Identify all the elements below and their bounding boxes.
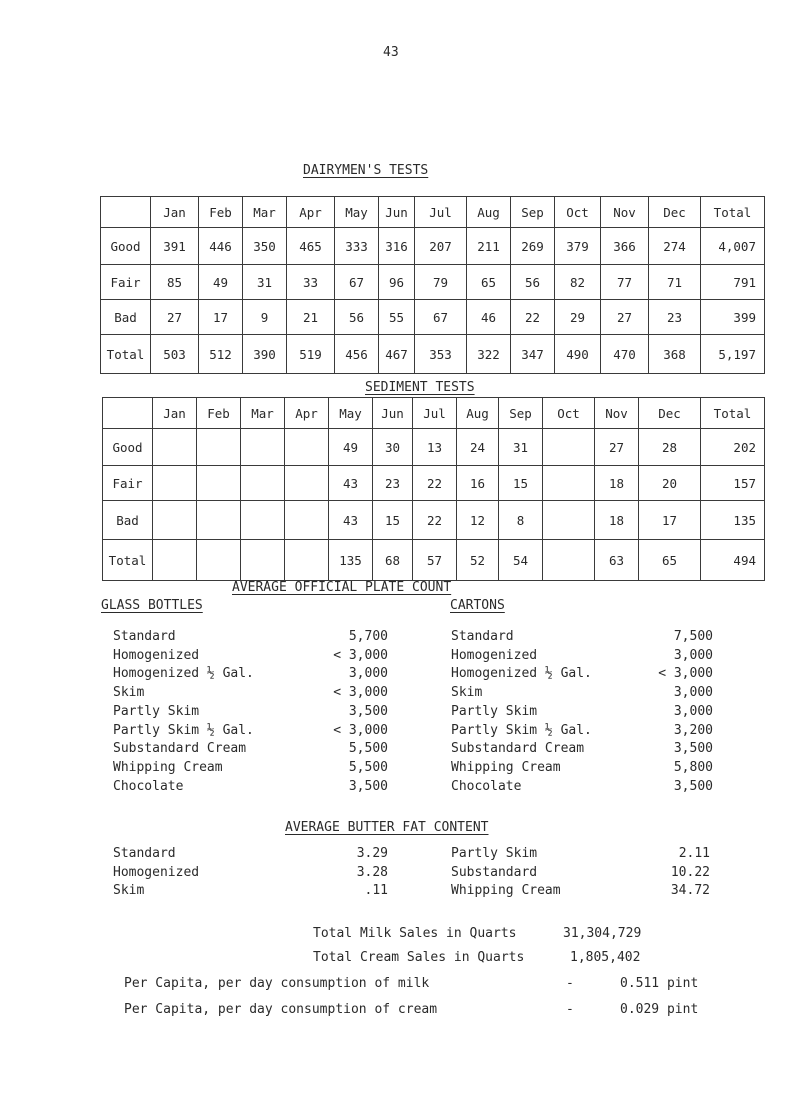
column-header: Sep <box>499 398 543 429</box>
table-cell: 43 <box>329 466 373 501</box>
row-label: Bad <box>103 501 153 540</box>
row-label: Fair <box>101 265 151 300</box>
list-item-label: Skim <box>113 685 145 701</box>
column-header: Aug <box>457 398 499 429</box>
table-cell: 27 <box>595 429 639 466</box>
column-header <box>103 398 153 429</box>
milk-sales-value: 31,304,729 <box>563 926 642 941</box>
table-row <box>101 265 765 300</box>
table-cell <box>543 501 595 540</box>
list-item-label: Homogenized <box>113 647 200 663</box>
list-item-label: Partly Skim <box>451 703 538 719</box>
list-item-value: 3,000 <box>673 703 713 719</box>
table-cell: 15 <box>499 466 543 501</box>
list-item-value: 3.29 <box>356 846 388 861</box>
list-item-label: Whipping Cream <box>451 883 561 899</box>
table-cell <box>285 429 329 466</box>
column-header: Mar <box>243 197 287 228</box>
table-cell: 33 <box>287 265 335 300</box>
table-cell <box>543 466 595 501</box>
table-cell: 63 <box>595 540 639 581</box>
table-cell <box>197 429 241 466</box>
list-item-value: 3,500 <box>348 778 388 794</box>
table-cell: 17 <box>639 501 701 540</box>
list-item-label: Homogenized ½ Gal. <box>451 666 592 682</box>
table-cell: 22 <box>413 501 457 540</box>
table-cell: 16 <box>457 466 499 501</box>
list-item-value: 7,500 <box>673 629 713 644</box>
page-number: 43 <box>383 45 399 60</box>
table-cell: 22 <box>413 466 457 501</box>
list-item-label: Partly Skim ½ Gal. <box>451 722 592 738</box>
table-row <box>101 228 765 265</box>
list-item-label: Homogenized <box>113 864 200 880</box>
table-cell: 77 <box>601 265 649 300</box>
row-label: Bad <box>101 300 151 335</box>
table-cell: 49 <box>199 265 243 300</box>
table-cell: 68 <box>373 540 413 581</box>
table-cell <box>241 501 285 540</box>
list-item-label: Partly Skim ½ Gal. <box>113 722 254 738</box>
list-item-value: 2.11 <box>678 846 710 861</box>
list-item-label: Homogenized ½ Gal. <box>113 666 254 682</box>
milk-sales-label: Total Milk Sales in Quarts <box>313 926 517 941</box>
cream-sales-label: Total Cream Sales in Quarts <box>313 950 525 965</box>
row-label: Good <box>103 429 153 466</box>
table-cell: 49 <box>329 429 373 466</box>
table-cell: 30 <box>373 429 413 466</box>
list-item-value: 5,500 <box>348 741 388 757</box>
list-item-value: < 3,000 <box>333 722 388 738</box>
list-item-label: Chocolate <box>451 778 522 794</box>
table-cell: 27 <box>601 300 649 335</box>
row-label: Total <box>103 540 153 581</box>
table-cell: 366 <box>601 228 649 265</box>
table-cell <box>241 429 285 466</box>
table-cell <box>543 429 595 466</box>
table-cell: 20 <box>639 466 701 501</box>
table-cell <box>241 466 285 501</box>
table-cell: 207 <box>415 228 467 265</box>
table-cell: 46 <box>467 300 511 335</box>
list-item-value: 34.72 <box>670 883 710 899</box>
table-cell <box>285 540 329 581</box>
table-cell <box>543 540 595 581</box>
table-cell: 9 <box>243 300 287 335</box>
list-item-value: 5,500 <box>348 759 388 775</box>
column-header: Jan <box>151 197 199 228</box>
column-header: May <box>329 398 373 429</box>
table-cell: 67 <box>335 265 379 300</box>
column-header: Dec <box>639 398 701 429</box>
column-header: Dec <box>649 197 701 228</box>
list-item-value: 3,500 <box>673 741 713 757</box>
cream-sales-value: 1,805,402 <box>570 950 641 965</box>
table-cell: 85 <box>151 265 199 300</box>
table-cell: 391 <box>151 228 199 265</box>
table-row <box>103 466 765 501</box>
column-header: Jul <box>415 197 467 228</box>
list-item-value: 3,500 <box>673 778 713 794</box>
table-cell: 347 <box>511 335 555 374</box>
table-cell: 57 <box>413 540 457 581</box>
table-cell: 202 <box>701 429 765 466</box>
column-header: Jun <box>373 398 413 429</box>
column-header: Nov <box>595 398 639 429</box>
table-cell: 465 <box>287 228 335 265</box>
table-cell: 5,197 <box>701 335 765 374</box>
table-cell: 390 <box>243 335 287 374</box>
plate-count-title: AVERAGE OFFICIAL PLATE COUNT <box>232 580 452 595</box>
list-item-value: < 3,000 <box>658 666 713 682</box>
table-cell <box>285 501 329 540</box>
table-cell: 269 <box>511 228 555 265</box>
list-item-value: 3,500 <box>348 703 388 719</box>
column-header: Oct <box>543 398 595 429</box>
list-item-label: Substandard <box>451 864 538 880</box>
list-item-value: 10.22 <box>670 864 710 880</box>
table-cell: 503 <box>151 335 199 374</box>
table-cell: 157 <box>701 466 765 501</box>
per-capita-cream-value: 0.029 pint <box>620 1002 699 1017</box>
table-cell: 135 <box>701 501 765 540</box>
column-header: Total <box>701 197 765 228</box>
table-cell: 17 <box>199 300 243 335</box>
list-item-value: 5,700 <box>348 629 388 644</box>
table-cell: 56 <box>335 300 379 335</box>
list-item-label: Standard <box>451 629 514 644</box>
column-header: Apr <box>287 197 335 228</box>
table-cell: 18 <box>595 501 639 540</box>
list-item-value: .11 <box>364 883 388 899</box>
sediment-tests-title: SEDIMENT TESTS <box>365 380 475 395</box>
per-capita-milk-label: Per Capita, per day consumption of milk <box>124 976 430 991</box>
table-cell: 54 <box>499 540 543 581</box>
column-header: Jul <box>413 398 457 429</box>
column-header: Sep <box>511 197 555 228</box>
per-capita-milk-value: 0.511 pint <box>620 976 699 991</box>
column-header: Aug <box>467 197 511 228</box>
glass-bottles-heading: GLASS BOTTLES <box>101 598 203 613</box>
column-header: Jan <box>153 398 197 429</box>
table-cell: 456 <box>335 335 379 374</box>
table-cell: 399 <box>701 300 765 335</box>
list-item-label: Partly Skim <box>113 703 200 719</box>
list-item-label: Skim <box>113 883 145 899</box>
table-cell: 4,007 <box>701 228 765 265</box>
table-cell: 512 <box>199 335 243 374</box>
table-cell: 65 <box>639 540 701 581</box>
list-item-value: 3,200 <box>673 722 713 738</box>
column-header: Feb <box>199 197 243 228</box>
cartons-heading: CARTONS <box>450 598 505 613</box>
table-cell: 446 <box>199 228 243 265</box>
column-header: Total <box>701 398 765 429</box>
table-cell: 368 <box>649 335 701 374</box>
table-cell: 353 <box>415 335 467 374</box>
table-cell: 135 <box>329 540 373 581</box>
table-cell: 322 <box>467 335 511 374</box>
table-cell: 13 <box>413 429 457 466</box>
table-cell: 67 <box>415 300 467 335</box>
row-label: Total <box>101 335 151 374</box>
table-cell: 56 <box>511 265 555 300</box>
table-cell: 43 <box>329 501 373 540</box>
table-cell: 467 <box>379 335 415 374</box>
table-header-row <box>101 197 765 228</box>
row-label: Good <box>101 228 151 265</box>
table-cell <box>241 540 285 581</box>
table-cell <box>153 501 197 540</box>
table-cell: 28 <box>639 429 701 466</box>
table-row <box>101 300 765 335</box>
table-row <box>103 429 765 466</box>
butter-fat-title: AVERAGE BUTTER FAT CONTENT <box>285 820 489 835</box>
table-cell: 211 <box>467 228 511 265</box>
list-item-label: Substandard Cream <box>113 741 247 757</box>
table-cell: 55 <box>379 300 415 335</box>
table-cell: 65 <box>467 265 511 300</box>
table-cell: 494 <box>701 540 765 581</box>
table-cell: 791 <box>701 265 765 300</box>
column-header: Nov <box>601 197 649 228</box>
table-header-row <box>103 398 765 429</box>
list-item-value: 3,000 <box>348 666 388 682</box>
table-cell: 21 <box>287 300 335 335</box>
dairymens-tests-table <box>100 196 765 374</box>
table-cell: 274 <box>649 228 701 265</box>
list-item-label: Partly Skim <box>451 846 538 861</box>
dairymens-tests-title: DAIRYMEN'S TESTS <box>303 163 429 178</box>
table-row <box>103 540 765 581</box>
list-item-label: Chocolate <box>113 778 184 794</box>
table-cell: 333 <box>335 228 379 265</box>
table-cell: 71 <box>649 265 701 300</box>
table-cell: 27 <box>151 300 199 335</box>
column-header <box>101 197 151 228</box>
table-cell: 470 <box>601 335 649 374</box>
list-item-label: Skim <box>451 685 483 701</box>
table-cell: 18 <box>595 466 639 501</box>
table-cell: 379 <box>555 228 601 265</box>
table-row <box>101 335 765 374</box>
table-cell: 22 <box>511 300 555 335</box>
list-item-value: 3,000 <box>673 647 713 663</box>
per-capita-cream-label: Per Capita, per day consumption of cream <box>124 1002 438 1017</box>
column-header: Feb <box>197 398 241 429</box>
table-cell: 31 <box>243 265 287 300</box>
list-item-value: 5,800 <box>673 759 713 775</box>
table-cell <box>197 501 241 540</box>
table-cell: 79 <box>415 265 467 300</box>
table-cell: 350 <box>243 228 287 265</box>
table-cell: 29 <box>555 300 601 335</box>
table-cell <box>153 540 197 581</box>
table-cell <box>153 466 197 501</box>
table-cell: 8 <box>499 501 543 540</box>
list-item-value: 3,000 <box>673 685 713 701</box>
table-cell <box>285 466 329 501</box>
table-cell: 31 <box>499 429 543 466</box>
list-item-label: Whipping Cream <box>113 759 223 775</box>
sediment-tests-table <box>102 397 765 581</box>
column-header: Jun <box>379 197 415 228</box>
table-cell <box>197 540 241 581</box>
table-cell <box>153 429 197 466</box>
table-cell: 12 <box>457 501 499 540</box>
table-cell: 15 <box>373 501 413 540</box>
column-header: Oct <box>555 197 601 228</box>
table-cell: 316 <box>379 228 415 265</box>
list-item-value: 3.28 <box>356 864 388 880</box>
column-header: Apr <box>285 398 329 429</box>
list-item-label: Standard <box>113 629 176 644</box>
table-cell: 23 <box>373 466 413 501</box>
list-item-value: < 3,000 <box>333 647 388 663</box>
table-cell: 490 <box>555 335 601 374</box>
column-header: May <box>335 197 379 228</box>
table-cell: 52 <box>457 540 499 581</box>
table-cell: 519 <box>287 335 335 374</box>
list-item-value: < 3,000 <box>333 685 388 701</box>
per-capita-cream-dash: - <box>566 1002 574 1017</box>
table-cell: 23 <box>649 300 701 335</box>
list-item-label: Standard <box>113 846 176 861</box>
list-item-label: Substandard Cream <box>451 741 585 757</box>
table-cell: 24 <box>457 429 499 466</box>
row-label: Fair <box>103 466 153 501</box>
column-header: Mar <box>241 398 285 429</box>
table-cell <box>197 466 241 501</box>
table-cell: 82 <box>555 265 601 300</box>
list-item-label: Whipping Cream <box>451 759 561 775</box>
table-cell: 96 <box>379 265 415 300</box>
table-row <box>103 501 765 540</box>
per-capita-milk-dash: - <box>566 976 574 991</box>
list-item-label: Homogenized <box>451 647 538 663</box>
